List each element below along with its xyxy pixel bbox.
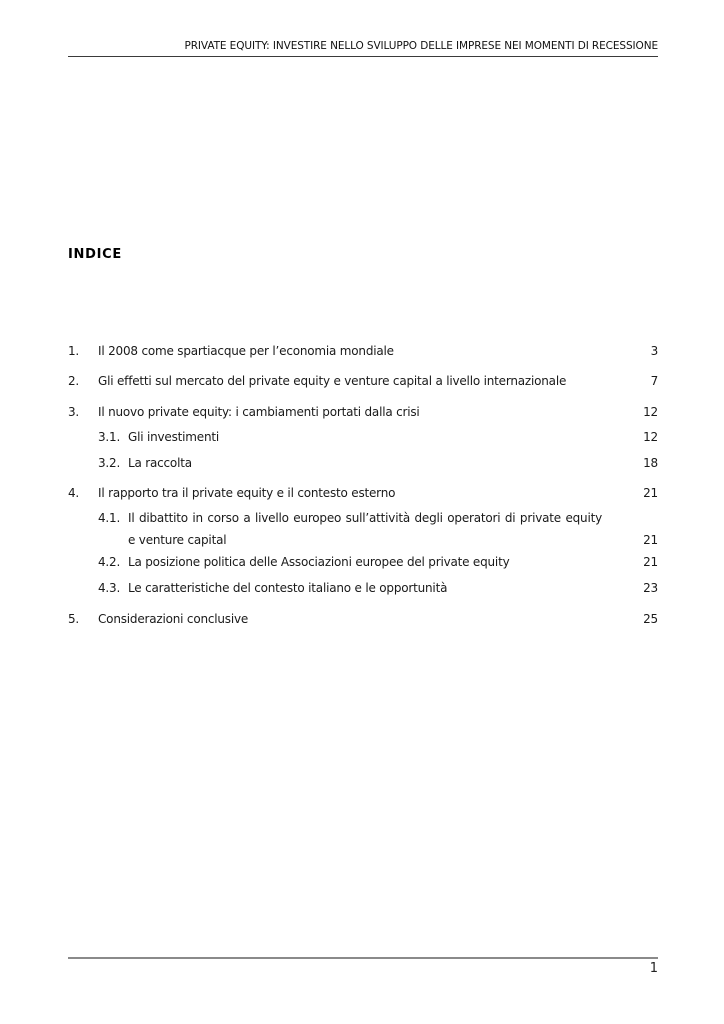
toc-entry-number: 4.3. xyxy=(98,581,121,595)
toc-entry-page: 21 xyxy=(643,486,658,500)
toc-entry xyxy=(68,370,658,392)
toc-entry-page: 23 xyxy=(643,581,658,595)
toc-entry-title: Il 2008 come spartiacque per l’economia mondiale xyxy=(98,344,394,358)
toc-entry-page: 12 xyxy=(643,430,658,444)
toc-entry-number: 3.2. xyxy=(98,456,121,470)
toc-entry-page: 12 xyxy=(643,405,658,419)
toc-entry-page: 21 xyxy=(643,555,658,569)
toc-entry xyxy=(68,482,658,504)
toc-entry-title: Gli investimenti xyxy=(128,430,220,444)
toc-entry-page: 3 xyxy=(650,344,658,358)
toc-entry xyxy=(98,551,658,573)
toc-entry xyxy=(98,507,658,551)
page-footer xyxy=(68,957,658,976)
toc-entry-title: La raccolta xyxy=(128,456,192,470)
toc-entry-number: 4.2. xyxy=(98,555,121,569)
toc-entry-number: 1. xyxy=(68,344,80,358)
page-title: INDICE xyxy=(68,247,122,262)
page-number: 1 xyxy=(649,961,658,976)
toc-entry xyxy=(98,426,658,448)
toc-entry xyxy=(68,340,658,362)
toc-entry-number: 3. xyxy=(68,405,80,419)
toc-entry-page: 21 xyxy=(643,533,658,547)
toc-entry-title: Il nuovo private equity: i cambiamenti portati dalla crisi xyxy=(98,405,420,419)
toc-entry-number: 2. xyxy=(68,374,80,388)
toc-entry-number: 5. xyxy=(68,612,80,626)
toc-entry-page: 25 xyxy=(643,612,658,626)
toc-entry-number: 4. xyxy=(68,486,80,500)
toc-entry xyxy=(98,452,658,474)
toc-entry-title: Il rapporto tra il private equity e il contesto esterno xyxy=(98,486,396,500)
toc-entry-number: 4.1. xyxy=(98,511,121,525)
toc-entry-title: Gli effetti sul mercato del private equity e venture capital a livello internazionale xyxy=(98,374,567,388)
page-header xyxy=(68,0,658,57)
table-of-contents xyxy=(68,340,658,630)
toc-entry-page: 18 xyxy=(643,456,658,470)
toc-entry xyxy=(68,401,658,423)
toc-entry-page: 7 xyxy=(650,374,658,388)
toc-entry-title: Le caratteristiche del contesto italiano e le opportunità xyxy=(128,581,448,595)
toc-entry-title: Il dibattito in corso a livello europeo sull’attività degli operatori di private equity e venture capital xyxy=(128,511,602,547)
toc-entry-title: La posizione politica delle Associazioni europee del private equity xyxy=(128,555,510,569)
running-title: PRIVATE EQUITY: INVESTIRE NELLO SVILUPPO DELLE IMPRESE NEI MOMENTI DI RECESSIONE xyxy=(184,40,658,52)
toc-entry xyxy=(98,577,658,599)
toc-entry-number: 3.1. xyxy=(98,430,121,444)
toc-entry xyxy=(68,608,658,630)
toc-entry-title: Considerazioni conclusive xyxy=(98,612,249,626)
